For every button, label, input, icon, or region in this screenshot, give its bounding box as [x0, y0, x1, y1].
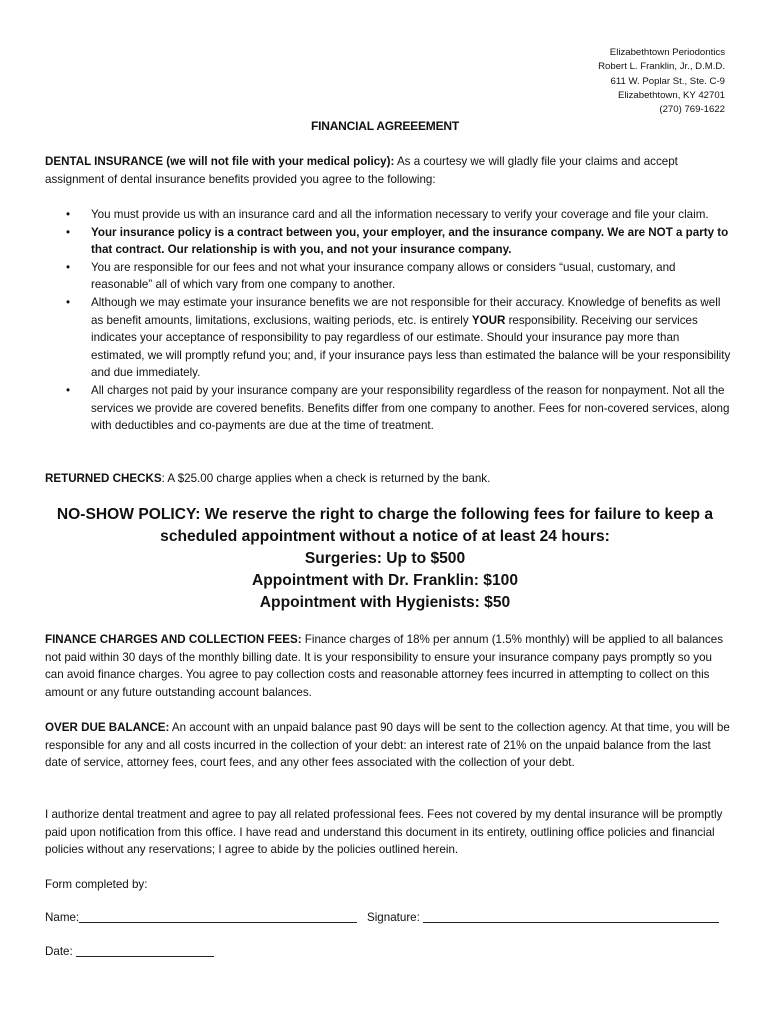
list-item-text: All charges not paid by your insurance company are your responsibility regardless of the reason for nonpayment. Not all the services we provide are covered benefits. Benefits differ from one company to another. Fees for non-covered services, along with deductibles and co-payments are due at the time of treatment. [91, 383, 730, 433]
form-completed-by: Form completed by: [45, 878, 148, 891]
list-item [45, 294, 731, 382]
doctor-name: Robert L. Franklin, Jr., D.M.D. [598, 61, 725, 73]
bullet-icon: • [66, 208, 71, 221]
list-item-text: Your insurance policy is a contract between you, your employer, and the insurance company. We are NOT a party to that contract. Our relationship is with you, and not your insurance company. [91, 225, 729, 257]
finance-charges-text: Finance charges of 18% per annum (1.5% monthly) will be applied to all balances not paid within 30 days of the monthly billing date. It is your responsibility to ensure your insurance company pays promptly so you can avoid finance charges. You agree to pay collection costs and reasonable attorney fees incurred in attempting to collect on this amount or any future outstanding account balances. [45, 633, 724, 699]
list-item [45, 224, 731, 259]
practice-name: Elizabethtown Periodontics [609, 47, 725, 58]
list-item-text: Although we may estimate your insurance benefits we are not responsible for their accuracy. Knowledge of benefits as well as benefit amounts, limitations, exclusions, waiting periods, etc. is entirely [91, 295, 721, 327]
document-title: FINANCIAL AGREEEMENT [310, 119, 459, 133]
fee-dr-franklin: Appointment with Dr. Franklin: $100 [252, 572, 518, 589]
authorization-statement: I authorize dental treatment and agree to pay all related professional fees. Fees not covered by my dental insurance will be promptly paid upon notification from this office. I have read and understand this document in its entirety, outlining office policies and financial policies without any reservations; I agree to abide by the policies outlined herein. [45, 808, 723, 857]
signature-label: Signature: [367, 911, 420, 924]
name-row [45, 910, 357, 924]
street-address: 611 W. Poplar St., Ste. C-9 [610, 75, 725, 87]
dental-insurance-heading: DENTAL INSURANCE (we will not file with your medical policy): [45, 155, 395, 168]
letterhead [598, 46, 725, 117]
over-due-balance-section [45, 719, 731, 772]
list-item-text: You are responsible for our fees and not what your insurance company allows or considers “usual, customary, and reasonable” all of which vary from one company to another. [91, 260, 676, 292]
name-field[interactable] [79, 910, 357, 923]
list-item [45, 382, 731, 435]
dental-insurance-section [45, 153, 731, 188]
over-due-heading: OVER DUE BALANCE: [45, 721, 170, 734]
finance-charges-heading: FINANCE CHARGES AND COLLECTION FEES: [45, 633, 302, 646]
phone-number: (270) 769-1622 [659, 104, 725, 116]
bullet-icon: • [66, 260, 71, 274]
list-item [45, 259, 731, 294]
date-row [45, 944, 214, 958]
returned-checks-heading: RETURNED CHECKS [45, 472, 162, 485]
fee-surgeries: Surgeries: Up to $500 [304, 550, 466, 567]
name-label: Name: [45, 911, 80, 924]
list-item-text: You must provide us with an insurance card and all the information necessary to verify your coverage and file your claim. [91, 208, 709, 221]
list-item [45, 206, 731, 224]
returned-checks-section [45, 470, 731, 488]
over-due-text: An account with an unpaid balance past 90 days will be sent to the collection agency. At that time, you will be responsible for any and all costs incurred in the collection of your debt: an interest rate of 21% on the unpaid balance from the last date of service, attorney fees, court fees, and any other fees associated with the collection of your debt. [45, 721, 730, 770]
bullet-icon: • [66, 295, 71, 309]
insurance-terms-list [45, 206, 731, 435]
city-state-zip: Elizabethtown, KY 42701 [617, 89, 725, 101]
bullet-icon: • [66, 383, 71, 397]
no-show-line: NO-SHOW POLICY: We reserve the right to charge the following fees for failure to keep a [56, 506, 714, 523]
bullet-icon: • [66, 225, 71, 239]
signature-field[interactable] [423, 910, 719, 923]
date-label: Date: [45, 945, 73, 958]
no-show-policy [0, 504, 770, 614]
list-item-emphasis: YOUR [471, 313, 506, 327]
no-show-line: scheduled appointment without a notice of at least 24 hours: [160, 528, 610, 545]
returned-checks-text: : A $25.00 charge applies when a check is returned by the bank. [161, 472, 491, 485]
date-field[interactable] [76, 944, 214, 957]
dental-insurance-text: As a courtesy we will gladly file your claims and accept assignment of dental insurance benefits provided you agree to the following: [45, 155, 678, 186]
list-item-text: responsibility. Receiving our services indicates your acceptance of responsibility to pay regardless of our estimate. Should your insurance pay more than estimated, we will promptly refund you; and, if your insurance pays less than estimated the balance will be your responsibility and due immediately. [91, 313, 731, 380]
fee-hygienists: Appointment with Hygienists: $50 [259, 594, 511, 611]
finance-charges-section [45, 631, 731, 701]
signature-row [367, 910, 719, 924]
